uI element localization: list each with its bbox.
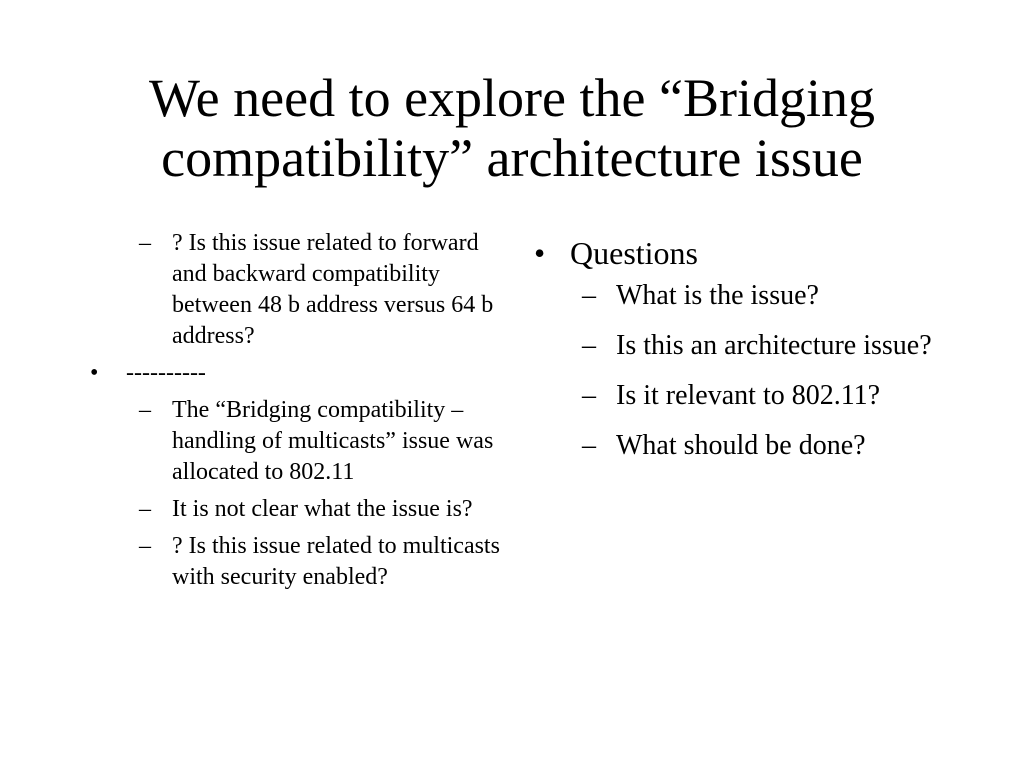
- bullet-marker: •: [90, 360, 99, 386]
- right-sub-item-2-text: Is this an architecture issue?: [616, 330, 932, 361]
- dash-marker: –: [582, 330, 596, 361]
- dash-marker: –: [139, 533, 151, 559]
- dash-marker: –: [582, 380, 596, 411]
- left-sub-item-1-text: ? Is this issue related to forward and backward compatibility between 48 b address versus 64 b address?: [172, 230, 494, 349]
- left-sub-item-3-text: It is not clear what the issue is?: [172, 496, 473, 522]
- left-sub-item-2: [84, 395, 504, 488]
- left-sub-item-4-text: ? Is this issue related to multicasts with security enabled?: [172, 533, 500, 590]
- dash-marker: –: [582, 430, 596, 461]
- left-sub-item-3: [84, 494, 504, 525]
- dash-marker: –: [582, 280, 596, 311]
- left-sub-item-2-text: The “Bridging compatibility – handling of multicasts” issue was allocated to 802.11: [172, 397, 494, 485]
- dash-marker: –: [139, 397, 151, 423]
- slide-title-line-1: We need to explore the “Bridging: [149, 68, 875, 128]
- right-column: [530, 232, 970, 476]
- right-sub-item-2: [530, 326, 970, 366]
- left-bullet-item-text: ----------: [126, 360, 206, 386]
- bullet-marker: •: [534, 235, 546, 271]
- dash-marker: –: [139, 496, 151, 522]
- right-sub-item-4-text: What should be done?: [616, 430, 866, 461]
- slide-title-line-2: compatibility” architecture issue: [161, 128, 863, 188]
- right-sub-item-1: [530, 276, 970, 316]
- right-sub-item-1-text: What is the issue?: [616, 280, 819, 311]
- right-bullet-item: [530, 232, 970, 274]
- right-sub-item-3: [530, 376, 970, 416]
- right-bullet-item-text: Questions: [570, 235, 698, 271]
- dash-marker: –: [139, 230, 151, 256]
- right-sub-item-4: [530, 426, 970, 466]
- left-bullet-item: [84, 358, 504, 389]
- left-column: [84, 228, 504, 599]
- slide-title: [0, 68, 1024, 188]
- left-sub-item-1: [84, 228, 504, 352]
- right-sub-item-3-text: Is it relevant to 802.11?: [616, 380, 881, 411]
- left-sub-item-4: [84, 531, 504, 593]
